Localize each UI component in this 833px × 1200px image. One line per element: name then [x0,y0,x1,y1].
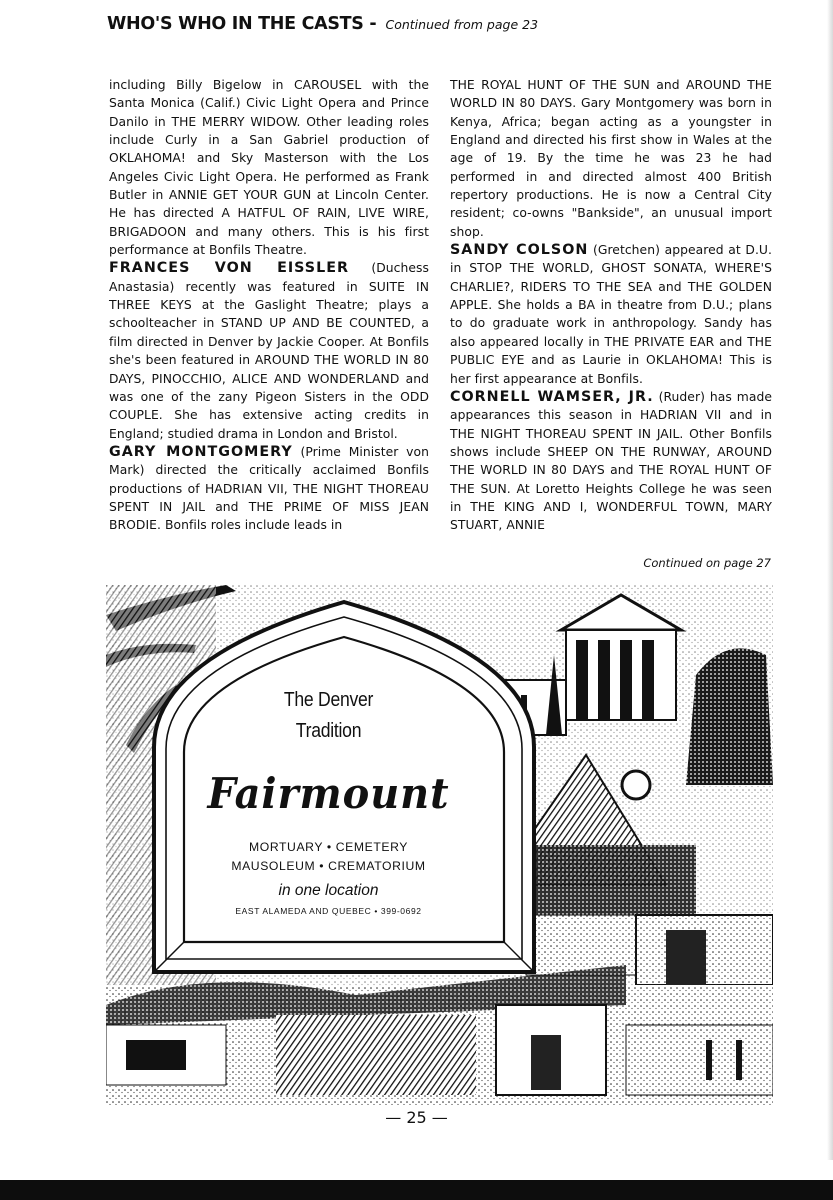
cast-bio: (Duchess Anastasia) recently was featured in SUITE IN THREE KEYS at the Gaslight Theatre; plays a schoolteacher in STAND UP AND BE COUNTED, a film directed in Denver by Jackie Cooper. At Bonfils she's been featured in AROUND THE WORLD IN 80 DAYS, PINOCCHIO, ALICE AND WONDERLAND and was one of the zany Pigeon Sisters in the ODD COUPLE. She has extensive acting credits in England; studied drama in London and Bristol. [109,261,429,441]
cast-name: SANDY COLSON [450,242,589,259]
section-header [107,14,787,34]
ad-tagline-line1: The Denver [283,689,374,711]
page-number: — 25 — [385,1108,448,1127]
section-title: WHO'S WHO IN THE CASTS - [107,14,377,34]
continued-on-note: Continued on page 27 [643,556,771,570]
bio-continuation: including Billy Bigelow in CAROUSEL with the Santa Monica (Calif.) Civic Light Opera and Prince Danilo in THE MERRY WIDOW. Other leading roles include Curly in a San Gabriel production of OKLAHOMA! and Sky Masterson with the Los Angeles Civic Light Opera. He performed as Frank Butler in ANNIE GET YOUR GUN at Lincoln Center. He has directed A HATFUL OF RAIN, LIVE WIRE, BRIGADOON and many others. This is his first performance at Bonfils Theatre. [109,78,429,258]
cast-bio: (Ruder) has made appearances this season in HADRIAN VII and in THE NIGHT THOREAU SPENT IN JAIL. Other Bonfils shows include SHEEP ON THE RUNWAY, AROUND THE WORLD IN 80 DAYS and THE ROYAL HUNT OF THE SUN. At Loretto Heights College he was seen in THE KING AND I, WONDERFUL TOWN, MARY STUART, ANNIE [450,389,772,533]
page-edge-shadow [827,0,833,1160]
cast-name: CORNELL WAMSER, JR. [450,388,654,405]
bio-continuation: THE ROYAL HUNT OF THE SUN and AROUND THE WORLD IN 80 DAYS. Gary Montgomery was born in Kenya, Africa; began acting as a youngster in England and directed his first show in Wales at the age of 19. By the time he was 23 he had performed in and directed almost 400 British repertory productions. He is now a Central City resident; co-owns "Bankside", an unusual import shop. [450,78,772,239]
ad-services-line1: MORTUARY • CEMETERY [248,840,408,854]
bio-entry [109,443,429,535]
ad-services-line2: MAUSOLEUM • CREMATORIUM [231,859,426,873]
scan-bottom-edge [0,1180,833,1200]
left-column [109,76,429,535]
cast-name: GARY MONTGOMERY [109,443,293,460]
mausoleum-entrance [636,915,773,985]
right-column [450,76,772,535]
bio-entry [450,241,772,388]
bio-entry [109,259,429,442]
fairmount-advertisement [106,585,773,1105]
continued-from-note: Continued from page 23 [385,17,539,32]
ad-copy [166,685,491,916]
cast-bio: (Gretchen) appeared at D.U. in STOP THE WORLD, GHOST SONATA, WHERE'S CHARLIE?, RIDERS TO THE SEA and THE GOLDEN APPLE. She holds a BA in theatre from D.U.; plans to do graduate work in anthropology. Sandy has also appeared locally in THE PRIVATE EAR and THE PUBLIC EYE and as Laurie in OKLAHOMA! This is her first appearance at Bonfils. [450,243,772,386]
ad-address: EAST ALAMEDA AND QUEBEC • 399-0692 [235,906,422,916]
crematorium-building [106,965,773,1105]
ad-location-note: in one location [278,882,379,899]
cast-bio: (Prime Minister von Mark) directed the critically acclaimed Bonfils productions of HADRIAN VII, THE NIGHT THOREAU SPENT IN JAIL and THE PRIME OF MISS JEAN BRODIE. Bonfils roles include leads in [109,444,429,533]
ad-brand-logo: Fairmount [207,769,450,818]
cast-name: FRANCES VON EISSLER [109,260,349,277]
ad-tagline-line2: Tradition [295,720,362,742]
bio-entry [450,388,772,535]
